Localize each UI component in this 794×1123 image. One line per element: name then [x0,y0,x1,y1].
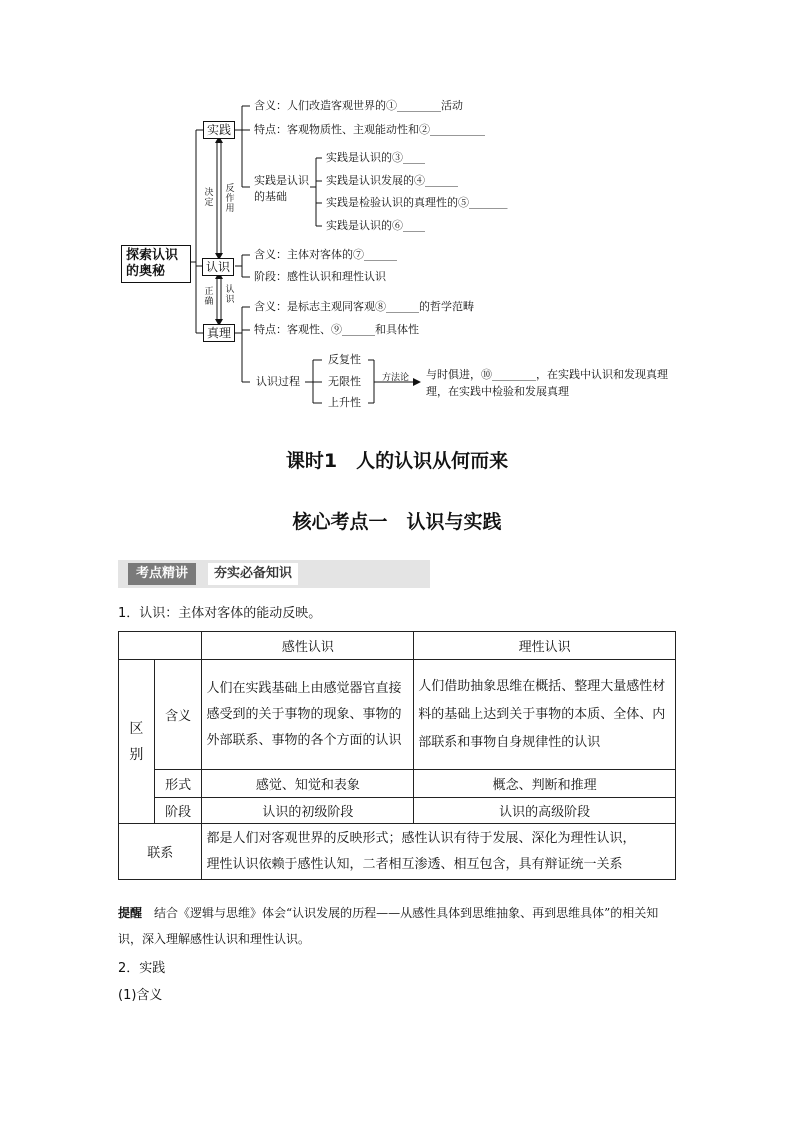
cell-jieduan-ganxing: 认识的初级阶段 [202,798,414,824]
header-lixing: 理性认识 [414,632,676,660]
row-label-hanyi: 含义 [154,660,202,770]
shijian-jichu: 实践是认识的基础 [254,174,309,203]
arrow-label-fangfalun: 方法论 [382,373,410,383]
shijian-tedian: 特点：客观物质性、主观能动性和②__________ [254,123,485,136]
renshi-jieduan: 阶段：感性认识和理性认识 [254,270,386,283]
row-label-lianxi: 联系 [119,824,202,880]
lianxi-line1: 都是人们对客观世界的反映形式；感性认识有待于发展、深化为理性认识， [206,830,636,846]
table-corner [119,632,202,660]
renshi-hanyi: 含义：主体对客体的⑦______ [254,248,397,261]
zhenli-result-line2: 理，在实践中检验和发展真理 [426,385,569,398]
cell-xingshi-ganxing: 感觉、知觉和表象 [202,770,414,798]
cell-jieduan-lixing: 认识的高级阶段 [414,798,676,824]
qubie-label: 区别 [129,720,144,763]
banner-tag: 考点精讲 [128,563,196,585]
node-renshi: 认识 [202,258,234,276]
section-banner [118,560,430,588]
row-label-jieduan: 阶段 [154,798,202,824]
tip-text: 结合《逻辑与思维》体会“认识发展的历程——从感性具体到思维抽象、再到思维具体”的相关知识，深入理解感性认识和理性认识。 [118,906,659,946]
zhenli-result-line1: 与时俱进，⑩________，在实践中认识和发现真理 [426,368,668,381]
zhenli-process-label: 认识过程 [256,375,300,388]
lianxi-line2: 理性认识依赖于感性认知，二者相互渗透、相互包含，具有辩证统一关系 [206,856,623,872]
tip-paragraph [118,900,678,952]
cell-hanyi-lixing: 人们借助抽象思维在概括、整理大量感性材料的基础上达到关于事物的本质、全体、内部联系和事物自身规律性的认识 [414,660,676,770]
shijian-hanyi: 含义：人们改造客观世界的①________活动 [254,99,463,112]
link-fanzuoyong: 反作用 [225,184,235,214]
mindmap-root: 探索认识的奥秘 [121,245,191,283]
node-zhenli: 真理 [203,324,235,342]
link-jueding: 决定 [204,188,214,208]
process-item-1: 反复性 [328,353,361,366]
banner-subtitle: 夯实必备知识 [208,563,298,585]
zhenli-tedian: 特点：客观性、⑨______和具体性 [254,323,419,336]
paragraph-hanyi: (1)含义 [118,988,163,1003]
link-renshi: 认识 [225,285,235,305]
process-item-3: 上升性 [328,396,361,409]
cell-lianxi [202,824,676,880]
node-shijian: 实践 [203,121,235,139]
jichu-item-3: 实践是检验认识的真理性的⑤_______ [326,196,508,209]
process-item-2: 无限性 [328,375,361,388]
mindmap-lines [0,0,794,420]
core-title: 核心考点一 认识与实践 [292,511,502,533]
comparison-table [118,631,676,880]
cell-hanyi-ganxing: 人们在实践基础上由感觉器官直接感受到的关于事物的现象、事物的外部联系、事物的各个方面的认识 [202,660,414,770]
tip-label: 提醒 [118,906,143,920]
paragraph-shijian: 2．实践 [118,961,166,976]
jichu-item-1: 实践是认识的③____ [326,151,425,164]
paragraph-renshi: 1．认识：主体对客体的能动反映。 [118,606,322,621]
lesson-title: 课时1 人的认识从何而来 [285,450,509,472]
zhenli-hanyi: 含义：是标志主观同客观⑧______的哲学范畴 [254,300,474,313]
jichu-item-2: 实践是认识发展的④______ [326,174,458,187]
cell-xingshi-lixing: 概念、判断和推理 [414,770,676,798]
header-ganxing: 感性认识 [202,632,414,660]
jichu-item-4: 实践是认识的⑥____ [326,219,425,232]
link-zhengque: 正确 [204,287,214,307]
qubie-cell [119,660,155,824]
row-label-xingshi: 形式 [154,770,202,798]
